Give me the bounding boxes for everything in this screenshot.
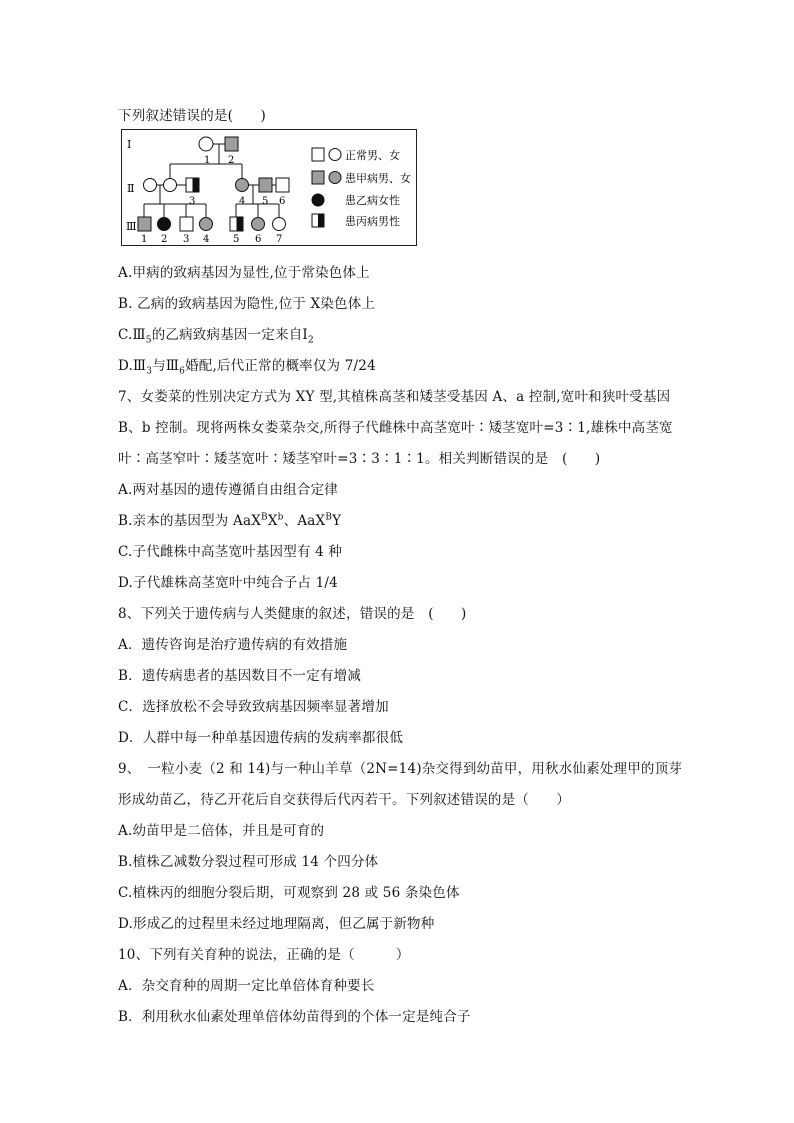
q9-option-b: B.植株乙减数分裂过程可形成 14 个四分体 bbox=[118, 854, 379, 870]
gen3-num-1: 1 bbox=[141, 234, 148, 245]
gen3-num-3: 3 bbox=[183, 234, 190, 245]
q7-stem-line2: B、b 控制。现将两株女娄菜杂交,所得子代雌株中高茎宽叶∶矮茎宽叶=3∶1,雄株中高茎宽 bbox=[118, 420, 673, 436]
gen3-num-6: 6 bbox=[255, 234, 262, 245]
gen3-3-male-normal bbox=[180, 217, 193, 231]
gen2-num-5: 5 bbox=[262, 196, 269, 207]
q8-option-a: A．遗传咨询是治疗遗传病的有效措施 bbox=[118, 637, 348, 653]
q8-option-c: C．选择放松不会导致致病基因频率显著增加 bbox=[118, 699, 389, 715]
generation-label-1: Ⅰ bbox=[127, 138, 132, 151]
gen2-1-female-normal bbox=[144, 179, 157, 192]
gen3-4-female-disease-a bbox=[200, 218, 213, 231]
gen3-num-2: 2 bbox=[161, 234, 168, 245]
q6-option-c: $C.Ⅲ_5$的乙病致病基因一定来自$Ⅰ_2$ bbox=[118, 327, 314, 346]
gen3-num-4: 4 bbox=[203, 234, 210, 245]
q9-option-d: D.形成乙的过程里未经过地理隔离，但乙属于新物种 bbox=[118, 916, 435, 932]
q7-option-b: B.亲本的基因型为 $AaX^BX^b$、AaX$^B$Y bbox=[118, 512, 342, 529]
gen2-6-male-normal bbox=[276, 178, 289, 192]
gen3-6-female-disease-a bbox=[252, 218, 265, 231]
gen2-num-4: 4 bbox=[239, 196, 246, 207]
legend-normal-female-icon bbox=[329, 149, 341, 161]
q7-option-d: D.子代雄株高茎宽叶中纯合子占 1/4 bbox=[118, 575, 338, 591]
q6-option-b: B. 乙病的致病基因为隐性,位于 X染色体上 bbox=[118, 296, 376, 312]
q7-stem-line1: 7、女娄菜的性别决定方式为 XY 型,其植株高茎和矮茎受基因 A、a 控制,宽叶和狭叶受基因 bbox=[118, 389, 671, 405]
gen1-num-2: 2 bbox=[228, 155, 235, 166]
q7-option-c: C.子代雌株中高茎宽叶基因型有 4 种 bbox=[118, 544, 343, 560]
q8-stem: 8、下列关于遗传病与人类健康的叙述，错误的是 ( ) bbox=[118, 606, 467, 622]
q6-option-d: $D.Ⅲ_3$与$Ⅲ_6$婚配,后代正常的概率仅为 7/24 bbox=[118, 358, 376, 377]
legend-disease-b: 患乙病女性 bbox=[345, 194, 400, 207]
pedigree-diagram bbox=[122, 130, 416, 245]
gen3-num-5: 5 bbox=[233, 234, 240, 245]
legend-disease-a: 患甲病男、女 bbox=[345, 172, 411, 185]
q7-option-a: A.两对基因的遗传遵循自由组合定律 bbox=[118, 482, 338, 498]
q7-stem-line3: 叶∶高茎窄叶∶矮茎宽叶∶矮茎窄叶=3∶3∶1∶1。相关判断错误的是 ( ) bbox=[118, 451, 601, 467]
gen1-male-disease-a bbox=[225, 137, 238, 151]
q9-option-c: C.植株丙的细胞分裂后期，可观察到 28 或 56 条染色体 bbox=[118, 885, 460, 901]
gen3-7-female-normal bbox=[273, 218, 286, 231]
q8-option-b: B．遗传病患者的基因数目不一定有增减 bbox=[118, 668, 362, 684]
gen2-num-6: 6 bbox=[279, 196, 286, 207]
legend-disease-a-male-icon bbox=[312, 171, 324, 184]
legend-normal: 正常男、女 bbox=[345, 149, 400, 162]
q9-stem-line2: 形成幼苗乙，待乙开花后自交获得后代丙若干。下列叙述错误的是（ ） bbox=[118, 792, 571, 808]
gen2-5-male-disease-a bbox=[259, 178, 272, 192]
legend-disease-c: 患丙病男性 bbox=[345, 215, 400, 228]
generation-label-3: Ⅲ bbox=[126, 220, 137, 233]
q10-option-b: B．利用秋水仙素处理单倍体幼苗得到的个体一定是纯合子 bbox=[118, 1009, 471, 1025]
gen2-num-3: 3 bbox=[189, 196, 196, 207]
generation-label-2: Ⅱ bbox=[127, 182, 135, 195]
q8-option-d: D．人群中每一种单基因遗传病的发病率都很低 bbox=[118, 730, 404, 746]
q6-option-a: A.甲病的致病基因为显性,位于常染色体上 bbox=[118, 265, 370, 281]
gen2-4-female-disease-a bbox=[236, 179, 249, 192]
gen1-num-1: 1 bbox=[204, 155, 211, 166]
q9-option-a: A.幼苗甲是二倍体，并且是可育的 bbox=[118, 823, 325, 839]
legend-disease-b-female-icon bbox=[312, 194, 324, 206]
q10-option-a: A．杂交育种的周期一定比单倍体育种要长 bbox=[118, 978, 375, 994]
question-intro: 下列叙述错误的是( ) bbox=[118, 108, 266, 124]
pedigree-chart bbox=[121, 129, 417, 246]
gen2-2-female-normal bbox=[164, 179, 177, 192]
legend-normal-male-icon bbox=[312, 148, 324, 161]
gen1-female-normal bbox=[199, 137, 213, 151]
gen3-1-male-disease-a bbox=[138, 217, 151, 231]
gen3-num-7: 7 bbox=[276, 234, 283, 245]
gen3-2-female-disease-b bbox=[158, 218, 171, 231]
q10-stem: 10、下列有关育种的说法，正确的是（ ） bbox=[118, 947, 410, 963]
q9-stem-line1: 9、 一粒小麦（2 和 14)与一种山羊草（2N=14)杂交得到幼苗甲，用秋水仙素处理甲的顶芽 bbox=[118, 761, 683, 777]
legend-disease-a-female-icon bbox=[329, 172, 341, 184]
